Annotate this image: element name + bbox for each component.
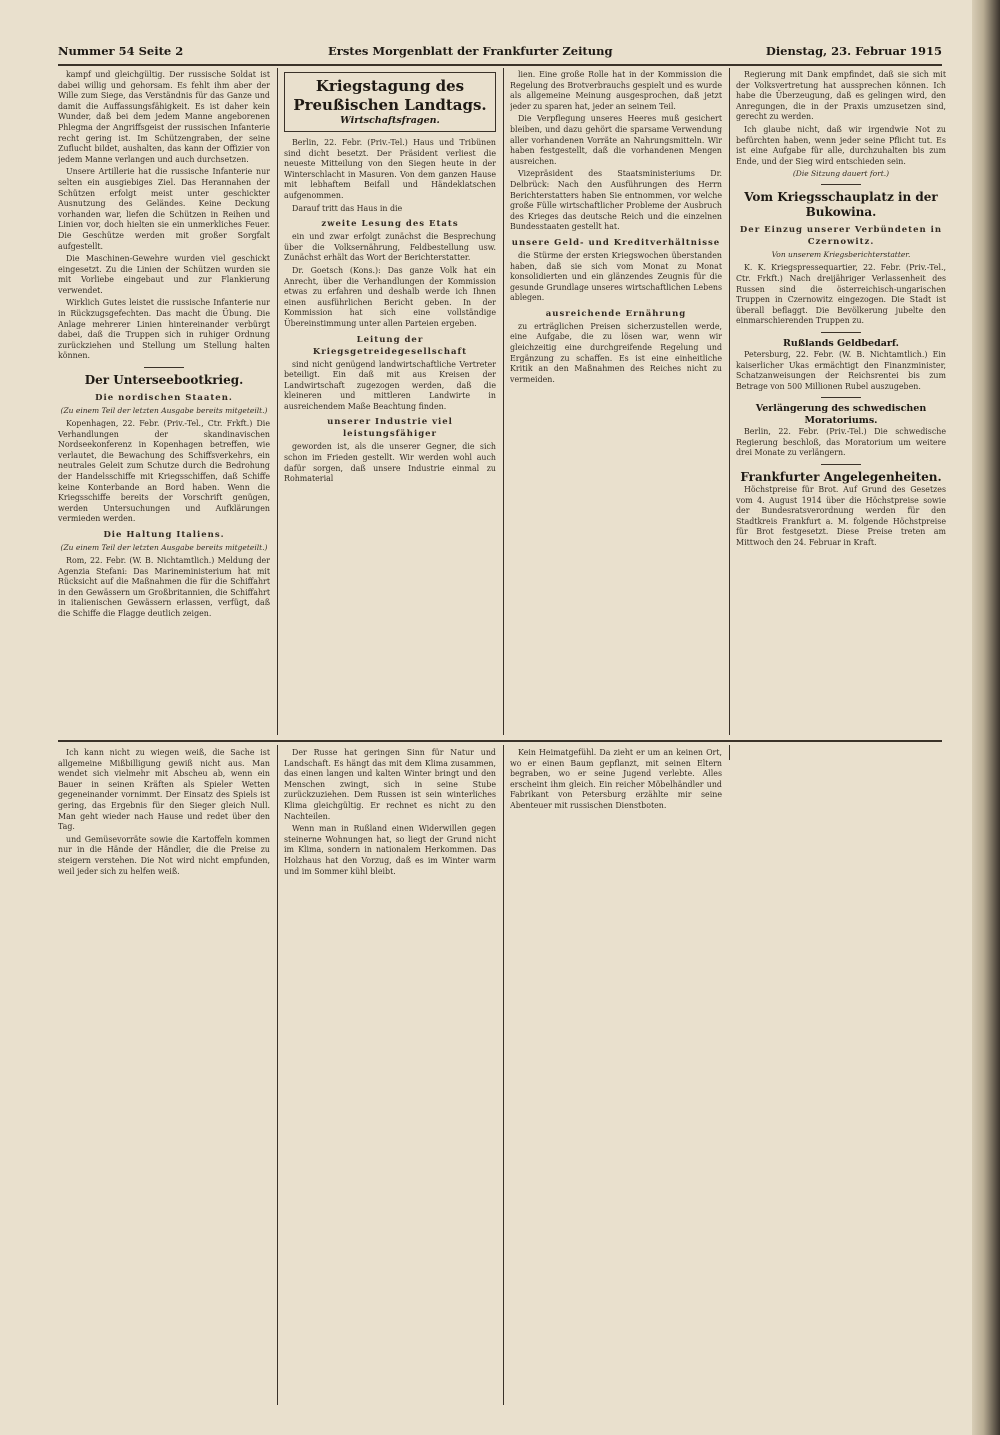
article-paragraph: Unsere Artillerie hat die russische Infanterie nur selten ein ausgiebiges Ziel. Das Herannahen der Schützen erfolgt meist unter geschickter Ausnutzung des Geländes. Keine Deckung vorhanden war, liefen die Schützen in Reihen und Linien vor, doch hielten sie ein unmerkliches Feuer. Die Geschütze werden mit großer Sorgfalt aufgestellt. (58, 167, 270, 251)
feuilleton-column-1 (58, 748, 270, 1403)
issue-date: Dienstag, 23. Februar 1915 (765, 44, 942, 58)
headline-bukowina: Vom Kriegsschauplatz in der Bukowina. (744, 190, 938, 220)
article-paragraph: geworden ist, als die unserer Gegner, die sich schon im Frieden gestellt. Wir werden wohl auch dafür sorgen, daß unsere Industrie einmal zu Rohmaterial (284, 442, 496, 484)
masthead (58, 44, 942, 62)
separator (821, 332, 861, 333)
correspondent-note: Von unserem Kriegsberichterstatter. (771, 250, 911, 260)
article-paragraph: Die Maschinen-Gewehre wurden viel geschickt eingesetzt. Zu die Linien der Schützen wurden sie mit Vorliebe eingebaut und zur Flankierung verwendet. (58, 254, 270, 295)
article-paragraph: Rom, 22. Febr. (W. B. Nichtamtlich.) Meldung der Agenzia Stefani: Das Marineministerium hat mit Rücksicht auf die Maßnahmen die für die Schiffahrt in den Gewässern um Großbritannien, die Schiffahrt in italienischen Gewässern erlassen, verfügt, daß die Schiffe die Flagge deutlich zeigen. (58, 555, 270, 618)
editorial-note: (Zu einem Teil der letzten Ausgabe bereits mitgeteilt.) (60, 406, 268, 416)
article-paragraph: Wirklich Gutes leistet die russische Infanterie nur in Rückzugsgefechten. Das macht die Übung. Die Anlage mehrerer Linien hintereinander verbürgt dabei, daß die Truppen sich in ruhiger Ordnung zurückziehen und Stellung um Stellung halten können. (58, 298, 270, 361)
subhead-ernaehrung: ausreichende Ernährung (545, 308, 687, 319)
headline-moratorium: Verlängerung des schwedischen Moratoriums. (755, 403, 927, 427)
subhead-leitung: Leitung der Kriegsgetreidegesellschaft (312, 334, 468, 357)
column-2 (284, 70, 496, 735)
feuilleton-paragraph: Wenn man in Rußland einen Widerwillen gegen steinerne Wohnungen hat, so liegt der Grund nicht im Klima, sondern in nationalem Herkommen. Das Holzhaus hat den Vorzug, daß es im Winter warm und im Sommer kühl bleibt. (284, 824, 496, 876)
editorial-note: (Zu einem Teil der letzten Ausgabe bereits mitgeteilt.) (60, 542, 268, 552)
subhead-wirtschaftsfragen: Wirtschaftsfragen. (340, 115, 440, 126)
separator (144, 367, 184, 368)
article-paragraph: kampf und gleichgültig. Der russische Soldat ist dabei willig und gehorsam. Es fehlt ihm aber der Wille zum Siege, das Verständnis für das Ganze und damit die Auffassungsfähigkeit. Es ist daher kein Wunder, daß bei dem jedem Manne angeborenen Phlegma der Angriffsgeist der russischen Infanterie recht gering ist. Im Schützengraben, der seine Zuflucht bildet, aushalten, das kann der Offizier von jedem Manne verlangen und auch durchsetzen. (58, 70, 270, 164)
headline-kriegstagung: Kriegstagung des Preußischen Landtags. (293, 77, 487, 114)
column-rule (277, 68, 278, 735)
headline-russland-geldbedarf: Rußlands Geldbedarf. (783, 337, 899, 349)
subhead-nordische-staaten: Die nordischen Staaten. (95, 393, 233, 404)
article-paragraph: ein und zwar erfolgt zunächst die Besprechung über die Volksernährung, Feldbestellung usw. Zunächst erhält das Wort der Berichterstatter. (284, 232, 496, 263)
subhead-haltung-italiens: Die Haltung Italiens. (103, 529, 225, 540)
subhead-geld-kredit: unsere Geld- und Kreditverhältnisse (511, 237, 721, 248)
headline-box (284, 72, 496, 132)
masthead-rule (58, 64, 942, 66)
article-paragraph: Vizepräsident des Staatsministeriums Dr. Delbrück: Nach den Ausführungen des Herrn Berichterstatters haben Sie entnommen, vor welche große Fülle wirtschaftlicher Probleme der Ausbruch des Krieges das deutsche Reich und die einzelnen Bundesstaaten gestellt hat. (510, 169, 722, 232)
session-note: (Die Sitzung dauert fort.) (792, 169, 890, 179)
article-paragraph: Ich glaube nicht, daß wir irgendwie Not zu befürchten haben, wenn jeder seine Pflicht tut. Es ist eine Aufgabe für alle, durchzuhalten bis zum Ende, und der Sieg wird entschieden sein. (736, 124, 946, 166)
headline-frankfurter: Frankfurter Angelegenheiten. (740, 470, 942, 485)
feuilleton-column-2 (284, 748, 496, 1403)
separator (821, 397, 861, 398)
column-rule (277, 745, 278, 1405)
column-rule (503, 745, 504, 1405)
column-rule (503, 68, 504, 735)
article-paragraph: Darauf tritt das Haus in die (292, 203, 403, 213)
feuilleton-paragraph: und Gemüsevorräte sowie die Kartoffeln kommen nur in die Hände der Händler, die die Preise zu steigern verstehen. Die Not wird nicht empfunden, weil jeder sich zu helfen weiß. (58, 834, 270, 876)
subhead-czernowitz: Der Einzug unserer Verbündeten in Czernowitz. (739, 225, 943, 248)
separator (821, 184, 861, 185)
column-rule (729, 745, 730, 760)
article-paragraph: Höchstpreise für Brot. Auf Grund des Gesetzes vom 4. August 1914 über die Höchstpreise sowie der Bundesratsverordnung werden für den Stadtkreis Frankfurt a. M. folgende Höchstpreise für Brot festgesetzt. Diese Preise treten am Mittwoch den 24. Februar in Kraft. (736, 485, 946, 548)
feuilleton-paragraph: Der Russe hat geringen Sinn für Natur und Landschaft. Es hängt das mit dem Klima zusammen, das einen langen und kalten Winter bringt und den Menschen zwingt, sich in seine Stube zurückzuziehen. Dem Russen ist sein winterliches Klima gleichgültig. Er rechnet es nicht zu den Nachteilen. (284, 748, 496, 821)
feuilleton-column-3 (510, 748, 722, 1403)
headline-unterseebootkrieg: Der Unterseebootkrieg. (84, 373, 244, 388)
column-1 (58, 70, 270, 735)
article-paragraph: K. K. Kriegspressequartier, 22. Febr. (Priv.-Tel., Ctr. Frkft.) Nach dreijähriger Verlassenheit des Russen sind die österreichisch-ungarischen Truppen in Czernowitz eingezogen. Die Stadt ist überall beflaggt. Die Bevölkerung jubelte den einmarschierenden Truppen zu. (736, 263, 946, 326)
feuilleton-paragraph: Ich kann nicht zu wiegen weiß, die Sache ist allgemeine Mißbilligung gewiß nicht aus. Man wendet sich vielmehr mit Abscheu ab, wenn ein Bauer in seinen Kräften als Spieler Wetten gegeneinander vornimmt. Der Einsatz des Spiels ist gering, das Ergebnis für den Sieger gleich Null. Man geht wieder nach Hause und redet über den Tag. (58, 748, 270, 832)
article-paragraph: die Stürme der ersten Kriegswochen überstanden haben, daß sie sich vom Monat zu Monat konsolidierten und ein glänzendes Zeugnis für die gesunde Grundlage unseres wirtschaftlichen Lebens ablegen. (510, 250, 722, 303)
article-paragraph: Petersburg, 22. Febr. (W. B. Nichtamtlich.) Ein kaiserlicher Ukas ermächtigt den Finanzminister, Schatzanweisungen der Reichsrentei bis zum Betrage von 500 Millionen Rubel auszugeben. (736, 349, 946, 391)
article-paragraph: sind nicht genügend landwirtschaftliche Vertreter beteiligt. Ein daß mit aus Kreisen der Landwirtschaft zugezogen werden, daß die kleineren und mittleren Landwirte in ausreichendem Maße Beachtung finden. (284, 359, 496, 411)
subhead-zweite-lesung: zweite Lesung des Etats (321, 219, 459, 230)
article-paragraph: Berlin, 22. Febr. (Priv.-Tel.) Haus und Tribünen sind dicht besetzt. Der Präsident verliest die neueste Mitteilung von den Siegen heute in der Winterschlacht in Masuren. Von dem ganzen Hause mit lebhaftem Beifall und Händeklatschen aufgenommen. (284, 138, 496, 200)
article-paragraph: Berlin, 22. Febr. (Priv.-Tel.) Die schwedische Regierung beschloß, das Moratorium um weitere drei Monate zu verlängern. (736, 427, 946, 458)
article-paragraph: zu erträglichen Preisen sicherzustellen werde, eine Aufgabe, die zu lösen war, wenn wir gleichzeitig eine durchgreifende Regelung und Ergänzung zu schaffen. Es ist eine einheitliche Kritik an den Maßnahmen des Reiches nicht zu vermeiden. (510, 321, 722, 384)
column-rule (729, 68, 730, 735)
issue-number: Nummer 54 Seite 2 (58, 44, 184, 58)
feuilleton-paragraph: Kein Heimatgefühl. Da zieht er um an keinen Ort, wo er einen Baum gepflanzt, mit seinen Eltern begraben, wo er seine Jugend verlebte. Alles erscheint ihm gleich. Ein reicher Möbelhändler und Fabrikant von Petersburg erzählte mir seine Abenteuer mit russischen Dienstboten. (510, 748, 722, 810)
newspaper-title: Erstes Morgenblatt der Frankfurter Zeitung (328, 44, 613, 58)
article-paragraph: Kopenhagen, 22. Febr. (Priv.-Tel., Ctr. Frkft.) Die Verhandlungen der skandinavischen Nordseekonferenz in Kopenhagen betreffen, wie verlautet, die Bewachung des Schiffsverkehrs, ein neutrales Geleit zum Schutze durch die Bedrohung der Handelsschiffe mit Kriegsschiffen, daß Schiffe keine Konterbande an Bord haben. Wenn die Kriegsschiffe bereits der Vorschrift genügen, werden Untersuchungen und Aufklärungen vermieden werden. (58, 419, 270, 524)
column-4 (736, 70, 946, 1405)
article-paragraph: Dr. Goetsch (Kons.): Das ganze Volk hat ein Anrecht, über die Verhandlungen der Kommission etwas zu erfahren und deshalb werde ich Ihnen einen ausführlichen Bericht geben. In der Kommission hat sich eine vollständige Übereinstimmung unter allen Parteien ergeben. (284, 265, 496, 328)
article-paragraph: lien. Eine große Rolle hat in der Kommission die Regelung des Brotverbrauchs gespielt und es wurde als allgemeine Meinung ausgesprochen, daß jetzt jeder zu sparen hat, jeder an seinem Teil. (510, 70, 722, 111)
separator (821, 464, 861, 465)
article-paragraph: Die Verpflegung unseres Heeres muß gesichert bleiben, und dazu gehört die sparsame Verwendung aller vorhandenen Vorräte an Nahrungsmitteln. Wir haben festgestellt, daß die vorhandenen Mengen ausreichen. (510, 114, 722, 166)
article-paragraph: Regierung mit Dank empfindet, daß sie sich mit der Volksvertretung hat aussprechen können. Ich habe die Überzeugung, daß es gelingen wird, den Anregungen, die in der Praxis umzusetzen sind, gerecht zu werden. (736, 70, 946, 122)
column-3 (510, 70, 722, 735)
adjacent-page-edge (972, 0, 1000, 1435)
subhead-industrie: unserer Industrie viel leistungsfähiger (327, 417, 453, 440)
